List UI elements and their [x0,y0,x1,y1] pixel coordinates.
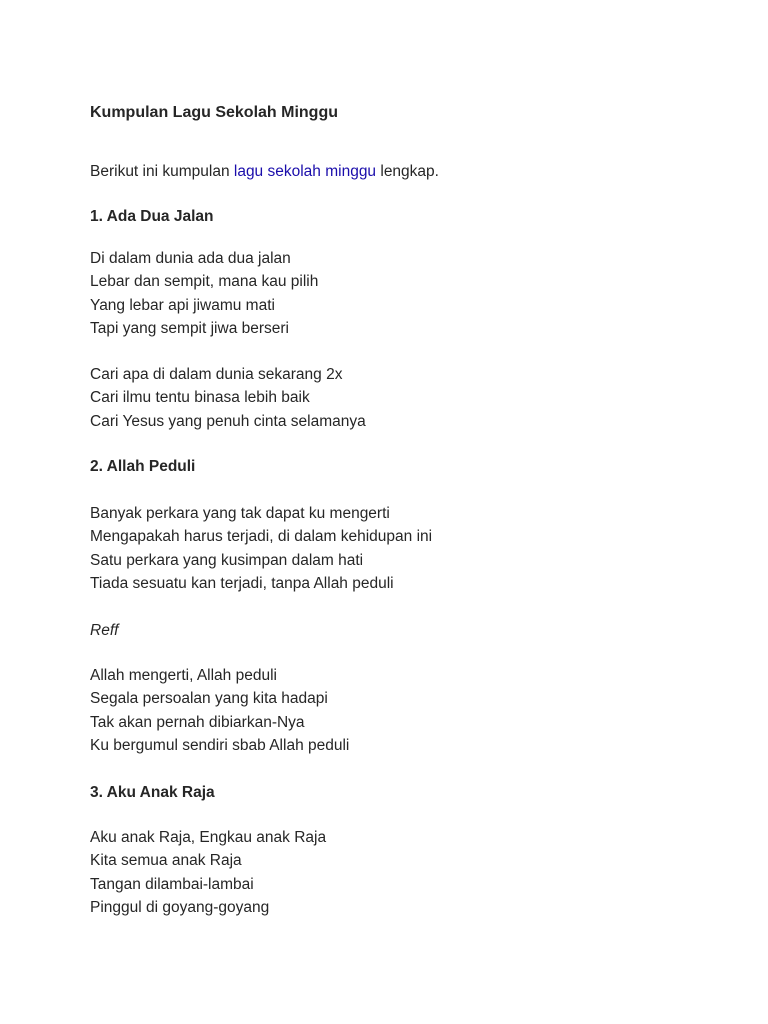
song-2-stanza-1 [90,502,432,595]
lyric-line: Cari Yesus yang penuh cinta selamanya [90,412,366,430]
lyric-line: Tiada sesuatu kan terjadi, tanpa Allah peduli [90,574,394,592]
lyric-line: Tapi yang sempit jiwa berseri [90,319,290,337]
intro-text-before: Berikut ini kumpulan [90,163,234,180]
lyric-line: Yang lebar api jiwamu mati [90,296,275,314]
song-heading-allah-peduli: 2. Allah Peduli [90,458,196,475]
reff-label: Reff [90,622,119,639]
lyric-line: Banyak perkara yang tak dapat ku mengerti [90,505,390,522]
song-3-stanza-1 [90,826,326,919]
intro-text-after: lengkap. [376,163,439,180]
lyric-line: Aku anak Raja, Engkau anak Raja [90,829,327,846]
lyric-line: Tak akan pernah dibiarkan-Nya [90,713,305,731]
song-2-reff-stanza [90,664,349,757]
lyric-line: Ku bergumul sendiri sbab Allah peduli [90,736,350,754]
lyric-line: Tangan dilambai-lambai [90,875,254,893]
lyric-line: Lebar dan sempit, mana kau pilih [90,273,319,291]
song-1-stanza-1 [90,247,318,340]
intro-paragraph [90,160,439,183]
lyric-line: Pinggul di goyang-goyang [90,898,270,916]
lagu-sekolah-minggu-link[interactable]: lagu sekolah minggu [233,163,377,180]
lyric-line: Mengapakah harus terjadi, di dalam kehidupan ini [90,528,433,546]
lyric-line: Kita semua anak Raja [90,852,242,870]
lyric-line: Di dalam dunia ada dua jalan [90,250,291,267]
song-heading-aku-anak-raja: 3. Aku Anak Raja [90,784,215,801]
lyric-line: Cari apa di dalam dunia sekarang 2x [90,366,343,383]
song-1-stanza-2 [90,363,366,433]
lyric-line: Allah mengerti, Allah peduli [90,667,277,684]
lyric-line: Cari ilmu tentu binasa lebih baik [90,389,310,407]
lyric-line: Segala persoalan yang kita hadapi [90,690,328,708]
song-heading-ada-dua-jalan: 1. Ada Dua Jalan [90,208,214,225]
document-title: Kumpulan Lagu Sekolah Minggu [90,104,338,121]
lyric-line: Satu perkara yang kusimpan dalam hati [90,551,364,569]
